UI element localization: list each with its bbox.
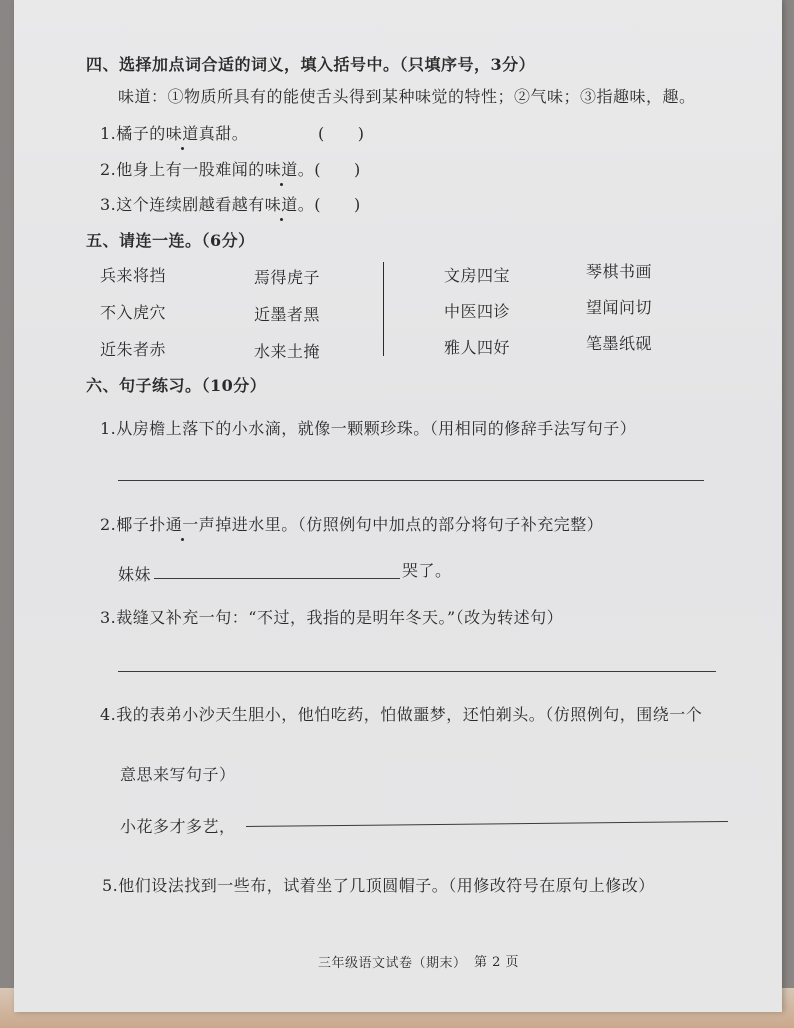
- section-6-question-1: 1.从房檐上落下的小水滴，就像一颗颗珍珠。（用相同的修辞手法写句子）: [100, 419, 637, 438]
- match-right-b-2[interactable]: 望闻问切: [586, 298, 653, 317]
- match-right-b-1[interactable]: 琴棋书画: [586, 262, 653, 281]
- match-left-a-3[interactable]: 近朱者赤: [100, 340, 167, 359]
- section-4-question-3: 3.这个连续剧越看越有味道。( ): [100, 192, 361, 215]
- question-2-suffix: 哭了。: [402, 561, 452, 580]
- answer-line-2[interactable]: [154, 578, 400, 579]
- answer-bracket-1[interactable]: ( ): [318, 124, 365, 143]
- question-4-prefix: 小花多才多艺，: [120, 817, 236, 836]
- match-right-a-3[interactable]: 雅人四好: [444, 338, 511, 357]
- section-4-question-2: 2.他身上有一股难闻的味道。( ): [100, 157, 361, 180]
- footer-page-number: 第 2 页: [474, 955, 520, 970]
- match-right-a-2[interactable]: 中医四诊: [444, 302, 511, 321]
- footer-exam-label: 三年级语文试卷（期末）: [318, 956, 467, 971]
- section-6-question-4: 4.我的表弟小沙天生胆小，他怕吃药，怕做噩梦，还怕剃头。（仿照例句，围绕一个: [100, 705, 703, 724]
- match-left-b-1[interactable]: 焉得虎子: [254, 268, 321, 287]
- section-6-question-3: 3.裁缝又补充一句：“不过，我指的是明年冬天。”（改为转述句）: [100, 608, 564, 627]
- exam-page: [14, 0, 782, 1012]
- section-4-question-1: 1.橘子的味道真甜。: [100, 121, 248, 144]
- match-left-a-2[interactable]: 不入虎穴: [100, 303, 167, 322]
- section-6-question-2: 2.椰子扑通一声掉进水里。（仿照例句中加点的部分将句子补充完整）: [100, 512, 603, 535]
- section-4-title: 四、选择加点词合适的词义，填入括号中。（只填序号，3分）: [86, 55, 536, 74]
- match-divider: [383, 262, 384, 356]
- section-6-question-5: 5.他们设法找到一些布，试着坐了几顶圆帽子。（用修改符号在原句上修改）: [102, 876, 655, 895]
- answer-line-4[interactable]: [246, 821, 728, 827]
- section-6-title: 六、句子练习。（10分）: [86, 376, 267, 395]
- match-left-a-1[interactable]: 兵来将挡: [100, 266, 167, 285]
- question-2-prefix: 妹妹: [118, 565, 152, 584]
- answer-line-1[interactable]: [118, 480, 704, 481]
- answer-line-3[interactable]: [118, 671, 716, 672]
- match-left-b-2[interactable]: 近墨者黑: [254, 305, 321, 324]
- section-5-title: 五、请连一连。（6分）: [86, 231, 255, 250]
- match-right-b-3[interactable]: 笔墨纸砚: [586, 334, 653, 353]
- match-right-a-1[interactable]: 文房四宝: [444, 266, 511, 285]
- match-left-b-3[interactable]: 水来土掩: [254, 342, 321, 361]
- section-6-question-4-cont: 意思来写句子）: [120, 765, 236, 784]
- section-4-definitions: 味道：①物质所具有的能使舌头得到某种味觉的特性；②气味；③指趣味，趣。: [118, 87, 696, 106]
